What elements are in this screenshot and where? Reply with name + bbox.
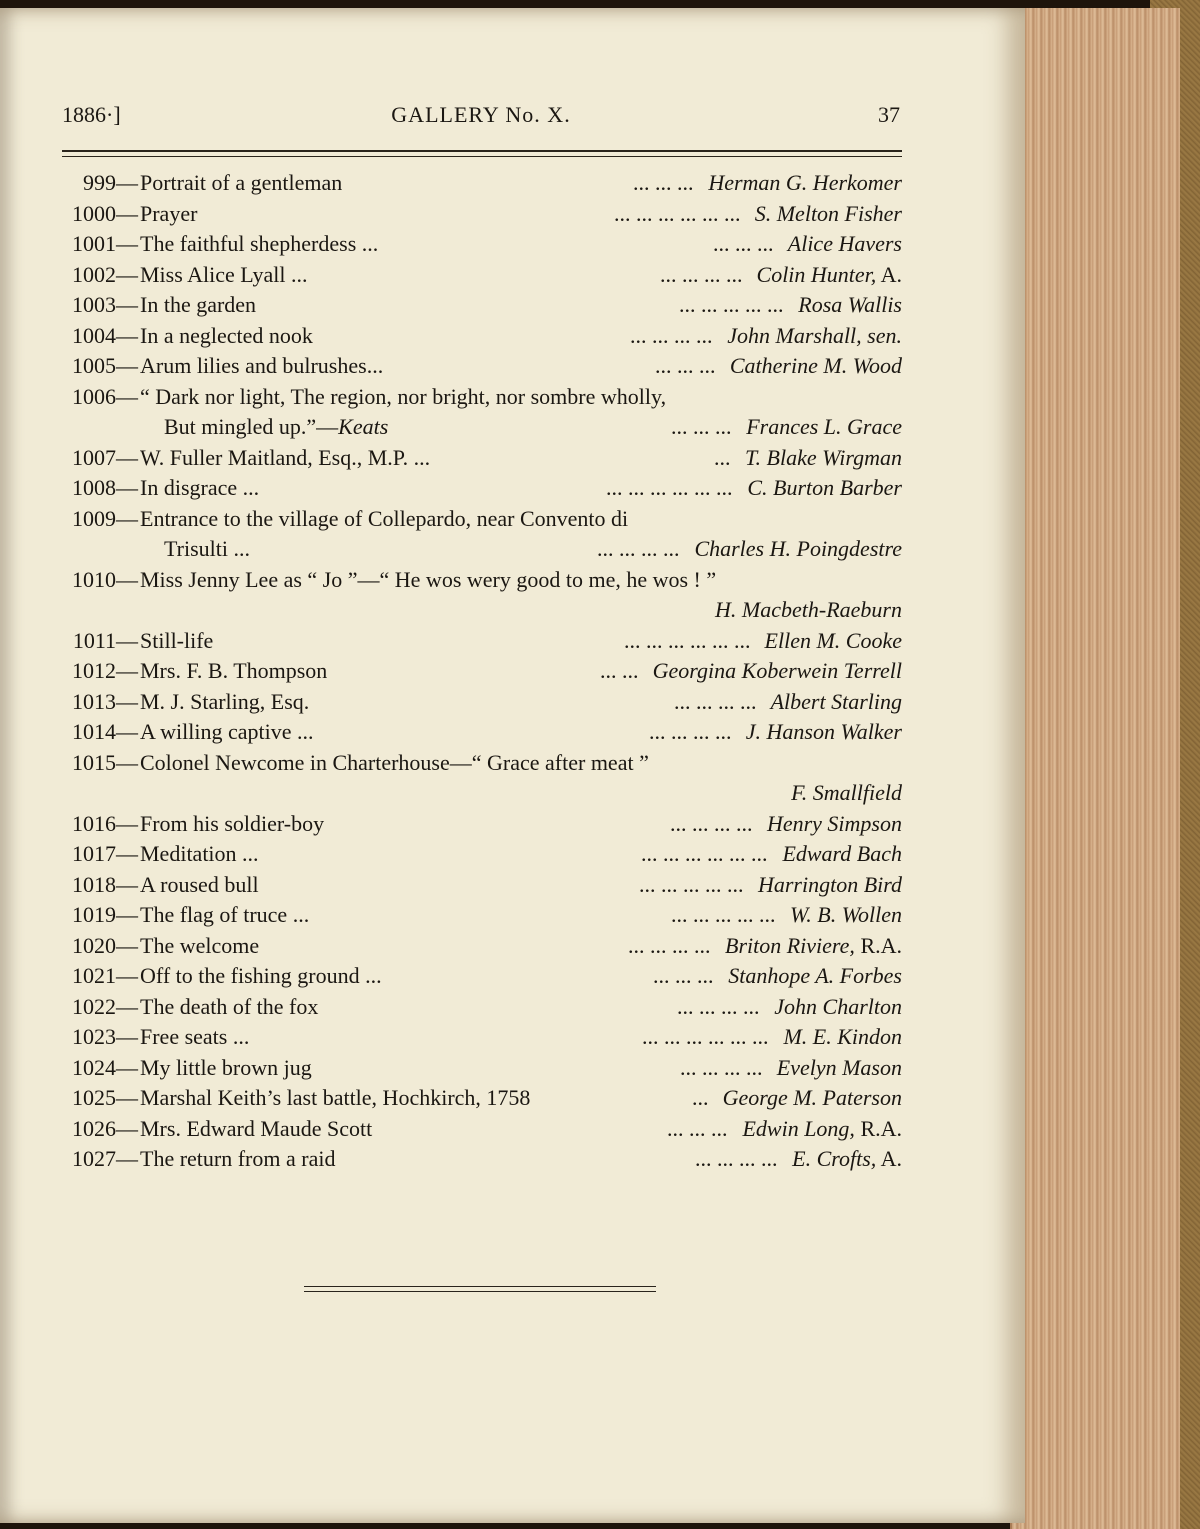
leader-dots: ... ... ... ... (695, 1146, 778, 1171)
leader-dots: ... ... ... ... ... ... (624, 627, 751, 653)
entry-number: 1027— (72, 1146, 138, 1171)
catalogue-entry (62, 717, 902, 748)
running-header (62, 102, 900, 136)
entry-artist: Stanhope A. Forbes (728, 963, 902, 988)
entry-title: Mrs. F. B. Thompson (140, 658, 328, 683)
catalogue-entry (62, 839, 902, 870)
leader-dots: ... ... ... ... (649, 719, 732, 744)
catalogue-entry (62, 504, 902, 535)
catalogue-entry (62, 687, 902, 718)
entry-artist: Henry Simpson (766, 810, 902, 836)
entry-number: 1022— (72, 993, 138, 1019)
entry-artist: Frances L. Grace (746, 414, 902, 439)
entry-title: The welcome (140, 932, 260, 958)
entry-artist: George M. Paterson (722, 1085, 902, 1110)
entry-number: 1010— (72, 566, 138, 592)
entry-title: M. J. Starling, Esq. (140, 688, 310, 714)
entry-number: 1006— (72, 383, 138, 409)
entry-artist: Harrington Bird (757, 871, 902, 897)
entry-title: Arum lilies and bulrushes... (140, 353, 384, 378)
leader-dots: ... ... ... ... (674, 688, 757, 714)
header-year: 1886·] (62, 102, 121, 127)
catalogue-entry (62, 199, 902, 230)
entry-artist: Herman G. Herkomer (708, 170, 902, 195)
entry-title: The return from a raid (140, 1146, 336, 1171)
leader-dots: ... ... ... ... ... (639, 871, 744, 897)
entry-title: The flag of truce ... (140, 902, 310, 927)
entry-number: 999— (83, 170, 138, 195)
book-page (0, 8, 1025, 1523)
leader-dots: ... (714, 444, 731, 470)
catalogue-entry (62, 1022, 902, 1053)
entry-number: 1008— (72, 475, 138, 500)
entry-number: 1023— (72, 1024, 138, 1049)
entry-artist: Edward Bach (782, 841, 902, 866)
entry-title: From his soldier-boy (140, 810, 325, 836)
entry-title: In disgrace ... (140, 475, 260, 500)
catalogue-entry (62, 382, 902, 413)
catalogue-entry (62, 168, 902, 199)
entry-title: Mrs. Edward Maude Scott (140, 1115, 373, 1141)
catalogue-entry (62, 412, 902, 443)
catalogue-entry (62, 534, 902, 565)
entry-artist: John Marshall, sen. (727, 322, 902, 348)
leader-dots: ... (692, 1085, 709, 1110)
entry-title: The death of the fox (140, 993, 319, 1019)
entry-number: 1005— (72, 353, 138, 378)
entry-title: Marshal Keith’s last battle, Hochkirch, 1758 (140, 1085, 531, 1110)
leader-dots: ... ... ... ... (630, 322, 713, 348)
catalogue-list (62, 168, 902, 1175)
artist-rank: A. (876, 261, 902, 287)
entry-number: 1017— (72, 841, 138, 866)
entry-artist: Albert Starling (770, 688, 902, 714)
entry-title-continued: Trisulti ... (164, 536, 251, 561)
entry-number: 1001— (72, 231, 138, 256)
leader-dots: ... ... ... (713, 231, 774, 256)
entry-title: Free seats ... (140, 1024, 250, 1049)
catalogue-entry (62, 1083, 902, 1114)
page-edges (1010, 8, 1180, 1529)
catalogue-entry (62, 626, 902, 657)
leader-dots: ... ... ... (667, 1115, 728, 1141)
leader-dots: ... ... ... ... ... ... (614, 200, 741, 226)
entry-artist: Colin Hunter, A. (756, 261, 902, 287)
entry-title: The faithful shepherdess ... (140, 231, 379, 256)
artist-rank: R.A. (854, 932, 902, 958)
header-rule-thick (62, 150, 902, 152)
entry-number: 1026— (72, 1115, 138, 1141)
entry-artist: T. Blake Wirgman (744, 444, 902, 470)
catalogue-entry (62, 870, 902, 901)
entry-title: My little brown jug (140, 1054, 312, 1080)
entry-title-continued: But mingled up.”—Keats (164, 414, 389, 439)
catalogue-entry (62, 443, 902, 474)
entry-number: 1021— (72, 963, 138, 988)
entry-number: 1015— (72, 749, 138, 775)
entry-artist: Evelyn Mason (776, 1054, 902, 1080)
leader-dots: ... ... ... ... (597, 536, 680, 561)
leader-dots: ... ... (600, 658, 639, 683)
entry-title: Off to the fishing ground ... (140, 963, 382, 988)
leader-dots: ... ... ... ... ... (671, 902, 776, 927)
entry-number: 1003— (72, 292, 138, 317)
catalogue-entry (62, 809, 902, 840)
entry-title: A willing captive ... (140, 719, 314, 744)
catalogue-entry (62, 1144, 902, 1175)
entry-title: Entrance to the village of Collepardo, near Convento di (140, 505, 629, 531)
entry-number: 1016— (72, 810, 138, 836)
entry-artist: C. Burton Barber (747, 475, 902, 500)
entry-artist: John Charlton (774, 993, 902, 1019)
entry-artist: W. B. Wollen (789, 902, 902, 927)
entry-number: 1011— (72, 627, 138, 653)
entry-number: 1019— (72, 902, 138, 927)
leader-dots: ... ... ... ... (660, 261, 743, 287)
entry-number: 1025— (72, 1085, 138, 1110)
entry-title: Colonel Newcome in Charterhouse—“ Grace after meat ” (140, 749, 649, 775)
catalogue-entry (62, 656, 902, 687)
leader-dots: ... ... ... ... ... ... (606, 475, 733, 500)
entry-number: 1024— (72, 1054, 138, 1080)
entry-artist: M. E. Kindon (783, 1024, 902, 1049)
entry-number: 1000— (72, 200, 138, 226)
entry-title: In the garden (140, 292, 257, 317)
catalogue-entry (62, 595, 902, 626)
entry-number: 1012— (72, 658, 138, 683)
catalogue-entry (62, 473, 902, 504)
leader-dots: ... ... ... ... (628, 932, 711, 958)
entry-artist: Georgina Koberwein Terrell (652, 658, 902, 683)
leader-dots: ... ... ... (671, 414, 732, 439)
catalogue-entry (62, 1053, 902, 1084)
entry-number: 1020— (72, 932, 138, 958)
leader-dots: ... ... ... ... ... ... (642, 1024, 769, 1049)
entry-title: “ Dark nor light, The region, nor bright, nor sombre wholly, (140, 383, 667, 409)
artist-rank: A. (876, 1146, 902, 1171)
catalogue-entry (62, 992, 902, 1023)
leader-dots: ... ... ... (653, 963, 714, 988)
catalogue-entry (62, 290, 902, 321)
entry-title: W. Fuller Maitland, Esq., M.P. ... (140, 444, 431, 470)
catalogue-entry (62, 229, 902, 260)
entry-artist: J. Hanson Walker (745, 719, 902, 744)
entry-number: 1014— (72, 719, 138, 744)
leader-dots: ... ... ... ... (677, 993, 760, 1019)
catalogue-entry (62, 748, 902, 779)
entry-artist: Edwin Long, R.A. (742, 1115, 902, 1141)
header-title: GALLERY No. X. (391, 102, 571, 127)
entry-artist: S. Melton Fisher (754, 200, 902, 226)
entry-title: Miss Alice Lyall ... (140, 261, 308, 287)
page-number: 37 (878, 102, 900, 127)
header-rule-thin (62, 156, 902, 157)
entry-artist: Alice Havers (787, 231, 902, 256)
leader-dots: ... ... ... ... (680, 1054, 763, 1080)
entry-title: A roused bull (140, 871, 259, 897)
end-rule-bottom (304, 1291, 656, 1292)
catalogue-entry (62, 260, 902, 291)
catalogue-entry (62, 321, 902, 352)
leader-dots: ... ... ... (655, 353, 716, 378)
entry-artist: Ellen M. Cooke (764, 627, 902, 653)
entry-number: 1007— (72, 444, 138, 470)
leader-dots: ... ... ... ... ... (679, 292, 784, 317)
catalogue-entry (62, 565, 902, 596)
entry-title: In a neglected nook (140, 322, 313, 348)
entry-title: Miss Jenny Lee as “ Jo ”—“ He wos wery good to me, he wos ! ” (140, 566, 717, 592)
entry-title: Meditation ... (140, 841, 259, 866)
entry-quote-source: Keats (338, 414, 389, 439)
entry-title: Prayer (140, 200, 198, 226)
entry-title: Portrait of a gentleman (140, 170, 343, 195)
entry-number: 1018— (72, 871, 138, 897)
entry-artist: E. Crofts, A. (792, 1146, 902, 1171)
entry-artist: Briton Riviere, R.A. (725, 932, 902, 958)
catalogue-entry (62, 931, 902, 962)
leader-dots: ... ... ... ... (670, 810, 753, 836)
artist-rank: R.A. (854, 1115, 902, 1141)
entry-artist: Rosa Wallis (798, 292, 902, 317)
entry-artist: H. Macbeth-Raeburn (715, 597, 902, 622)
leader-dots: ... ... ... ... ... ... (641, 841, 768, 866)
entry-number: 1013— (72, 688, 138, 714)
catalogue-entry (62, 961, 902, 992)
catalogue-entry (62, 1114, 902, 1145)
entry-artist: Catherine M. Wood (729, 353, 902, 378)
catalogue-entry (62, 778, 902, 809)
catalogue-entry (62, 351, 902, 382)
entry-title: Still-life (140, 627, 214, 653)
entry-artist: Charles H. Poingdestre (694, 536, 902, 561)
entry-artist: F. Smallfield (791, 780, 902, 805)
end-rule-top (304, 1286, 656, 1287)
leader-dots: ... ... ... (633, 170, 694, 195)
catalogue-entry (62, 900, 902, 931)
entry-number: 1004— (72, 322, 138, 348)
entry-number: 1002— (72, 261, 138, 287)
entry-number: 1009— (72, 505, 138, 531)
